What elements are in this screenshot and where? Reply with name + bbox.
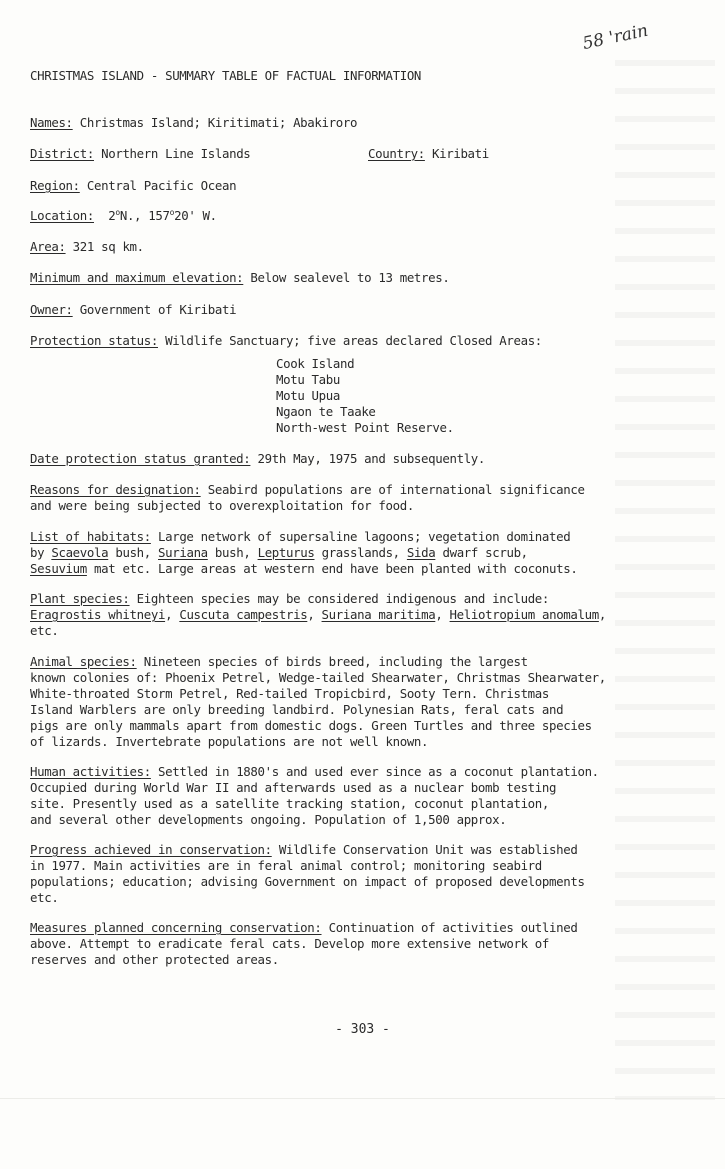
human-line: and several other developments ongoing. Population of 1,500 approx. bbox=[30, 812, 507, 827]
plants-label: Plant species: bbox=[30, 591, 130, 606]
measures-line: above. Attempt to eradicate feral cats. Develop more extensive network of bbox=[30, 936, 550, 951]
names-label: Names: bbox=[30, 115, 73, 130]
measures-label: Measures planned concerning conservation: bbox=[30, 920, 322, 935]
closed-area-item: Cook Island bbox=[276, 356, 355, 371]
human-label: Human activities: bbox=[30, 764, 151, 779]
animals-line: known colonies of: Phoenix Petrel, Wedge-tailed Shearwater, Christmas Shearwater, bbox=[30, 670, 606, 685]
handwritten-annotation: 58 'rain bbox=[580, 20, 650, 54]
plants-line: etc. bbox=[30, 623, 59, 638]
elevation-value: Below sealevel to 13 metres. bbox=[243, 270, 450, 285]
location-label: Location: bbox=[30, 208, 94, 223]
plants-line: Eragrostis whitneyi, Cuscuta campestris, Suriana maritima, Heliotropium anomalum, bbox=[30, 607, 606, 622]
human-line: Occupied during World War II and afterwards used as a nuclear bomb testing bbox=[30, 780, 557, 795]
elevation-label: Minimum and maximum elevation: bbox=[30, 270, 244, 285]
animals-line: Animal species: Nineteen species of birds breed, including the largest bbox=[30, 654, 528, 669]
area-label: Area: bbox=[30, 239, 66, 254]
district-row bbox=[30, 146, 250, 162]
date-granted-row bbox=[30, 451, 485, 467]
habitats-label: List of habitats: bbox=[30, 529, 151, 544]
country-row bbox=[368, 146, 489, 162]
measures-line: Measures planned concerning conservation: Continuation of activities outlined bbox=[30, 920, 578, 935]
closed-area-item: North-west Point Reserve. bbox=[276, 420, 454, 435]
protection-row bbox=[30, 333, 542, 349]
animals-line: pigs are only mammals apart from domestic dogs. Green Turtles and three species bbox=[30, 718, 592, 733]
animals-label: Animal species: bbox=[30, 654, 137, 669]
closed-area-item: Motu Tabu bbox=[276, 372, 340, 387]
progress-line: Progress achieved in conservation: Wildlife Conservation Unit was established bbox=[30, 842, 578, 857]
human-line: Human activities: Settled in 1880's and used ever since as a coconut plantation. bbox=[30, 764, 599, 779]
location-row: Location: 2$^o$N., 157$^o$20' W. bbox=[30, 208, 217, 223]
date-granted-value: 29th May, 1975 and subsequently. bbox=[250, 451, 486, 466]
names-row bbox=[30, 115, 357, 131]
district-value: Northern Line Islands bbox=[94, 146, 251, 161]
area-row bbox=[30, 239, 144, 255]
habitats-line: List of habitats: Large network of supersaline lagoons; vegetation dominated bbox=[30, 529, 571, 544]
owner-value: Government of Kiribati bbox=[72, 302, 237, 317]
animals-line: of lizards. Invertebrate populations are not well known. bbox=[30, 734, 429, 749]
country-value: Kiribati bbox=[424, 146, 489, 161]
progress-line: in 1977. Main activities are in feral animal control; monitoring seabird bbox=[30, 858, 542, 873]
animals-line: Island Warblers are only breeding landbird. Polynesian Rats, feral cats and bbox=[30, 702, 564, 717]
progress-line: populations; education; advising Government on impact of proposed developments bbox=[30, 874, 585, 889]
area-value: 321 sq km. bbox=[65, 239, 144, 254]
region-label: Region: bbox=[30, 178, 80, 193]
names-value: Christmas Island; Kiritimati; Abakiroro bbox=[72, 115, 358, 130]
closed-area-item: Motu Upua bbox=[276, 388, 340, 403]
page-edge-divider bbox=[0, 1098, 725, 1099]
date-granted-label: Date protection status granted: bbox=[30, 451, 251, 466]
human-line: site. Presently used as a satellite tracking station, coconut plantation, bbox=[30, 796, 550, 811]
habitats-line: Sesuvium mat etc. Large areas at western end have been planted with coconuts. bbox=[30, 561, 578, 576]
document-title: CHRISTMAS ISLAND - SUMMARY TABLE OF FACTUAL INFORMATION bbox=[30, 68, 422, 83]
region-row bbox=[30, 178, 236, 194]
protection-value: Wildlife Sanctuary; five areas declared Closed Areas: bbox=[157, 333, 542, 348]
reasons-line: and were being subjected to overexploitation for food. bbox=[30, 498, 414, 513]
progress-label: Progress achieved in conservation: bbox=[30, 842, 272, 857]
district-label: District: bbox=[30, 146, 94, 161]
elevation-row bbox=[30, 270, 449, 286]
habitats-line: by Scaevola bush, Suriana bush, Lepturus grasslands, Sida dwarf scrub, bbox=[30, 545, 528, 560]
measures-line: reserves and other protected areas. bbox=[30, 952, 279, 967]
reasons-line: Reasons for designation: Seabird populations are of international significance bbox=[30, 482, 585, 497]
country-label: Country: bbox=[368, 146, 425, 161]
owner-label: Owner: bbox=[30, 302, 73, 317]
region-value: Central Pacific Ocean bbox=[79, 178, 237, 193]
page-number: - 303 - bbox=[335, 1022, 390, 1037]
reasons-label: Reasons for designation: bbox=[30, 482, 201, 497]
closed-area-item: Ngaon te Taake bbox=[276, 404, 376, 419]
owner-row bbox=[30, 302, 236, 318]
progress-line: etc. bbox=[30, 890, 59, 905]
plants-line: Plant species: Eighteen species may be considered indigenous and include: bbox=[30, 591, 550, 606]
animals-line: White-throated Storm Petrel, Red-tailed Tropicbird, Sooty Tern. Christmas bbox=[30, 686, 550, 701]
protection-label: Protection status: bbox=[30, 333, 158, 348]
show-through-text bbox=[615, 60, 715, 1100]
